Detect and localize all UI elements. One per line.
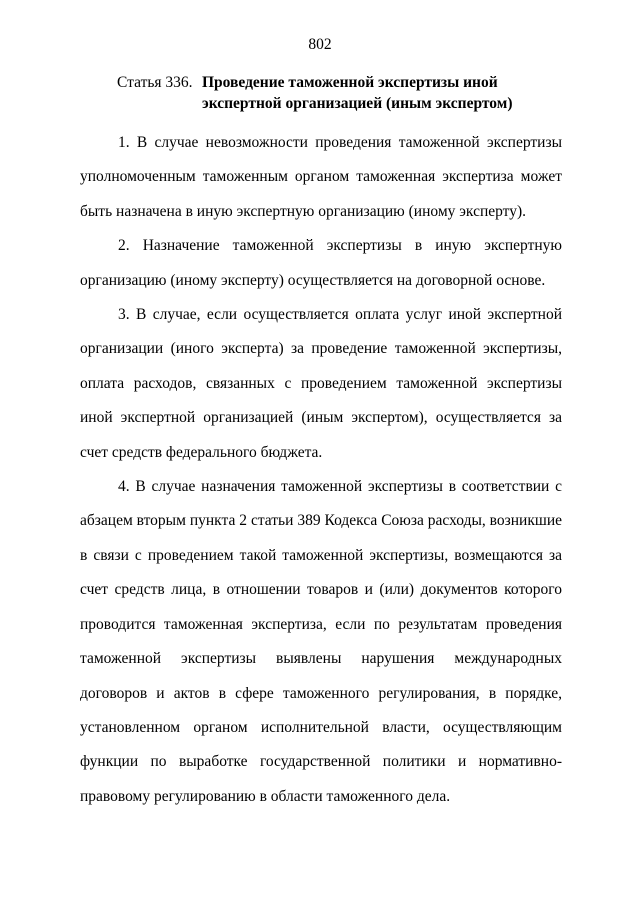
paragraph-2: 2. Назначение таможенной экспертизы в иную экспертную организацию (иному эксперту) осуществляется на договорной основе. bbox=[80, 237, 562, 289]
paragraph-3: 3. В случае, если осуществляется оплата услуг иной экспертной организации (иного эксперта) за проведение таможенной экспертизы, оплата расходов, связанных с проведением таможенной экспертизы иной экспертной организацией (иным экспертом), осуществляется за счет средств федерального бюджета. bbox=[80, 306, 562, 461]
paragraph-1: 1. В случае невозможности проведения таможенной экспертизы уполномоченным таможенным органом таможенная экспертиза может быть назначена в иную экспертную организацию (иному эксперту). bbox=[80, 134, 562, 220]
article-title: Проведение таможенной экспертизы иной экспертной организацией (иным экспертом) bbox=[202, 74, 513, 112]
article-heading bbox=[117, 72, 577, 114]
page-number: 802 bbox=[308, 36, 332, 53]
article-label: Статья 336. bbox=[117, 74, 193, 91]
article-body bbox=[80, 126, 562, 814]
paragraph-4: 4. В случае назначения таможенной экспертизы в соответствии с абзацем вторым пункта 2 статьи 389 Кодекса Союза расходы, возникшие в связи с проведением такой таможенной экспертизы, возмещаются за счет средств лица, в отношении товаров и (или) документов которого проводится таможенная экспертиза, если по результатам проведения таможенной экспертизы выявлены нарушения международных договоров и актов в сфере таможенного регулирования, в порядке, установленном органом исполнительной власти, осуществляющим функции по выработке государственной политики и нормативно-правовому регулированию в области таможенного дела. bbox=[80, 478, 562, 805]
